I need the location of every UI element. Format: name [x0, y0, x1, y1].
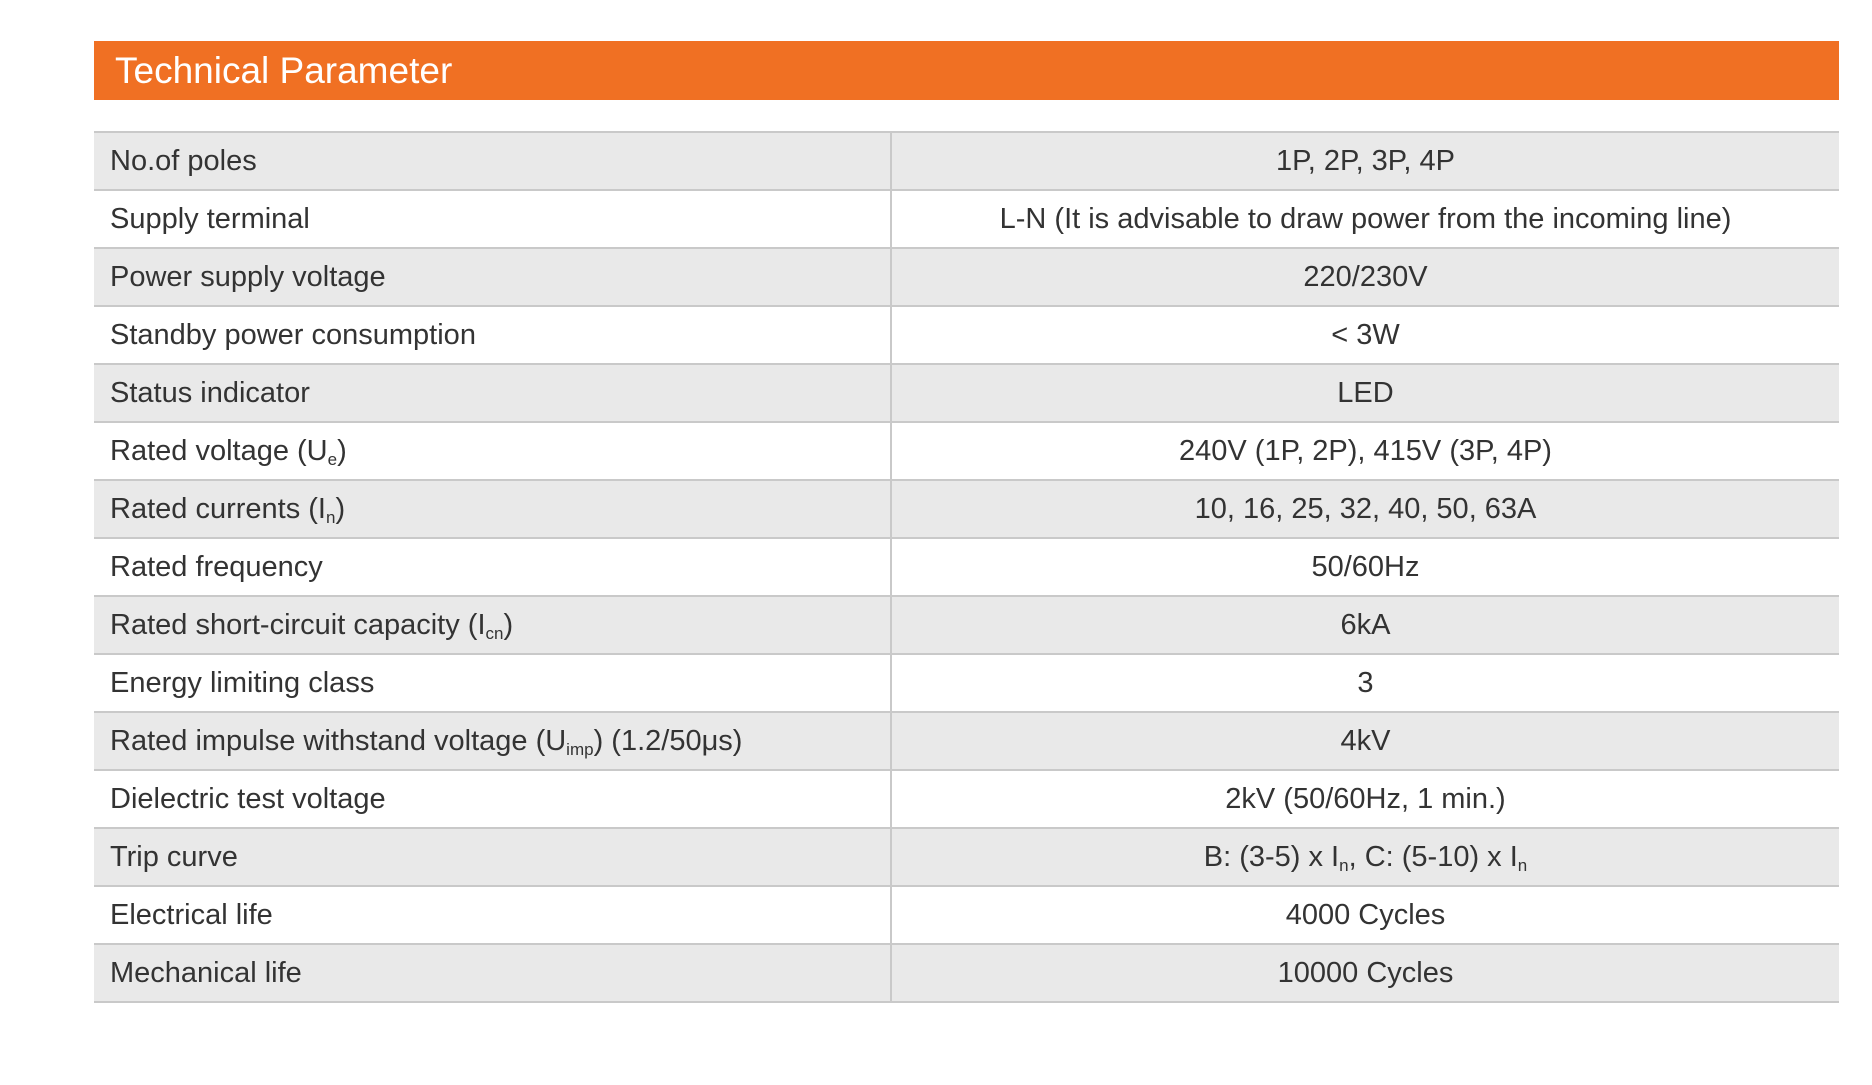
param-name-text: Rated short-circuit capacity (I — [110, 608, 486, 641]
param-name-tail: ) — [503, 608, 514, 641]
param-value: 50/60Hz — [891, 538, 1839, 596]
param-name-text: Rated impulse withstand voltage (U — [110, 724, 567, 757]
param-value-text: , C: (5-10) x I — [1348, 840, 1518, 873]
param-name — [94, 712, 891, 770]
param-value: 2kV (50/60Hz, 1 min.) — [891, 770, 1839, 828]
param-value: 4000 Cycles — [891, 886, 1839, 944]
param-name: Status indicator — [94, 364, 891, 422]
param-name — [94, 596, 891, 654]
param-name: Dielectric test voltage — [94, 770, 891, 828]
param-value-subscript: n — [1339, 855, 1349, 875]
table-row — [94, 770, 1839, 828]
param-value: < 3W — [891, 306, 1839, 364]
table-row — [94, 538, 1839, 596]
param-name-text: Rated voltage (U — [110, 434, 328, 467]
table-row — [94, 654, 1839, 712]
section-title: Technical Parameter — [115, 49, 453, 91]
param-name-subscript: n — [325, 507, 336, 527]
table-row — [94, 886, 1839, 944]
table-row — [94, 306, 1839, 364]
param-name: Power supply voltage — [94, 248, 891, 306]
param-value: 240V (1P, 2P), 415V (3P, 4P) — [891, 422, 1839, 480]
table-row — [94, 422, 1839, 480]
param-value: 6kA — [891, 596, 1839, 654]
param-value: 4kV — [891, 712, 1839, 770]
param-name-subscript: cn — [485, 623, 504, 643]
param-name-tail: ) (1.2/50μs) — [593, 724, 743, 757]
param-value — [891, 828, 1839, 886]
param-value: LED — [891, 364, 1839, 422]
technical-parameter-table — [94, 131, 1839, 1003]
param-value: 10, 16, 25, 32, 40, 50, 63A — [891, 480, 1839, 538]
section-header — [94, 41, 1839, 100]
param-name: Trip curve — [94, 828, 891, 886]
param-value: 3 — [891, 654, 1839, 712]
param-name-tail: ) — [337, 434, 347, 467]
table-row — [94, 248, 1839, 306]
param-value: 220/230V — [891, 248, 1839, 306]
param-name-subscript: e — [327, 449, 338, 469]
table-row — [94, 364, 1839, 422]
table-row — [94, 480, 1839, 538]
param-name: Supply terminal — [94, 190, 891, 248]
table-row — [94, 596, 1839, 654]
param-value: L-N (It is advisable to draw power from the incoming line) — [891, 190, 1839, 248]
table-row — [94, 828, 1839, 886]
param-name: Mechanical life — [94, 944, 891, 1002]
param-name: Energy limiting class — [94, 654, 891, 712]
param-value-subscript: n — [1517, 855, 1528, 875]
param-name — [94, 480, 891, 538]
param-name: No.of poles — [94, 132, 891, 190]
table-row — [94, 712, 1839, 770]
param-value: 1P, 2P, 3P, 4P — [891, 132, 1839, 190]
param-value-text: B: (3-5) x I — [1203, 840, 1340, 873]
param-name-text: Rated currents (I — [110, 492, 326, 525]
param-name: Rated frequency — [94, 538, 891, 596]
param-value: 10000 Cycles — [891, 944, 1839, 1002]
table-row — [94, 944, 1839, 1002]
param-name — [94, 422, 891, 480]
param-name: Standby power consumption — [94, 306, 891, 364]
param-name-tail: ) — [335, 492, 346, 525]
param-name-subscript: imp — [566, 739, 594, 759]
table-row — [94, 132, 1839, 190]
table-row — [94, 190, 1839, 248]
param-name: Electrical life — [94, 886, 891, 944]
